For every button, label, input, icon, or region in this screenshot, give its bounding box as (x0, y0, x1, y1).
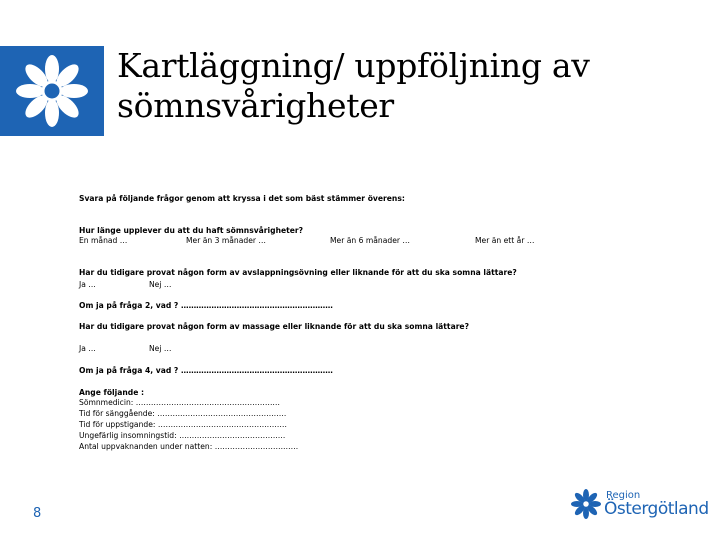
q4-no: Nej … (149, 344, 172, 353)
q2-no: Nej … (149, 280, 172, 289)
question-1: Hur länge upplever du att du haft sömnsvårigheter? (79, 226, 304, 235)
intro-text: Svara på följande frågor genom att kryssa i det som bäst stämmer överens: (79, 194, 405, 203)
flower-logo-icon (570, 488, 602, 520)
question-3: Om ja på fråga 2, vad ? …………………………………………………… (79, 301, 333, 310)
page-title (117, 46, 697, 126)
field-uppstigande: Tid för uppstigande: …………………………………………… (79, 420, 287, 429)
question-2: Har du tidigare provat någon form av avslappningsövning eller liknande för att du ska somna lättare? (79, 268, 517, 277)
q1-option-3: Mer än 6 månader … (330, 236, 411, 245)
field-somnmedicin: Sömnmedicin: ………………………………………………… (79, 398, 281, 407)
q4-yes: Ja … (79, 344, 96, 353)
title-line-1: Kartläggning/ uppföljning av (117, 46, 590, 85)
title-line-2: sömnsvårigheter (117, 86, 394, 125)
region-ostergotland-logo (570, 486, 710, 522)
q1-option-2: Mer än 3 månader … (186, 236, 267, 245)
page-number: 8 (33, 506, 42, 521)
ange-heading: Ange följande : (79, 388, 145, 397)
field-insomningstid: Ungefärlig insomningstid: …………………………………… (79, 431, 286, 440)
q1-option-4: Mer än ett år … (475, 236, 535, 245)
question-5: Om ja på fråga 4, vad ? …………………………………………………… (79, 366, 333, 375)
field-sanggaende: Tid för sänggående: …………………………………………… (79, 409, 287, 418)
logo-region-text: Region (606, 490, 641, 501)
logo-ostergotland-text: Östergötland (604, 499, 709, 519)
field-uppvaknanden: Antal uppvaknanden under natten: …………………………… (79, 442, 299, 451)
header-logo (0, 46, 104, 136)
flower-logo-icon (6, 46, 98, 136)
q2-yes: Ja … (79, 280, 96, 289)
question-4: Har du tidigare provat någon form av massage eller liknande för att du ska somna lättare? (79, 322, 469, 331)
q1-option-1: En månad … (79, 236, 128, 245)
